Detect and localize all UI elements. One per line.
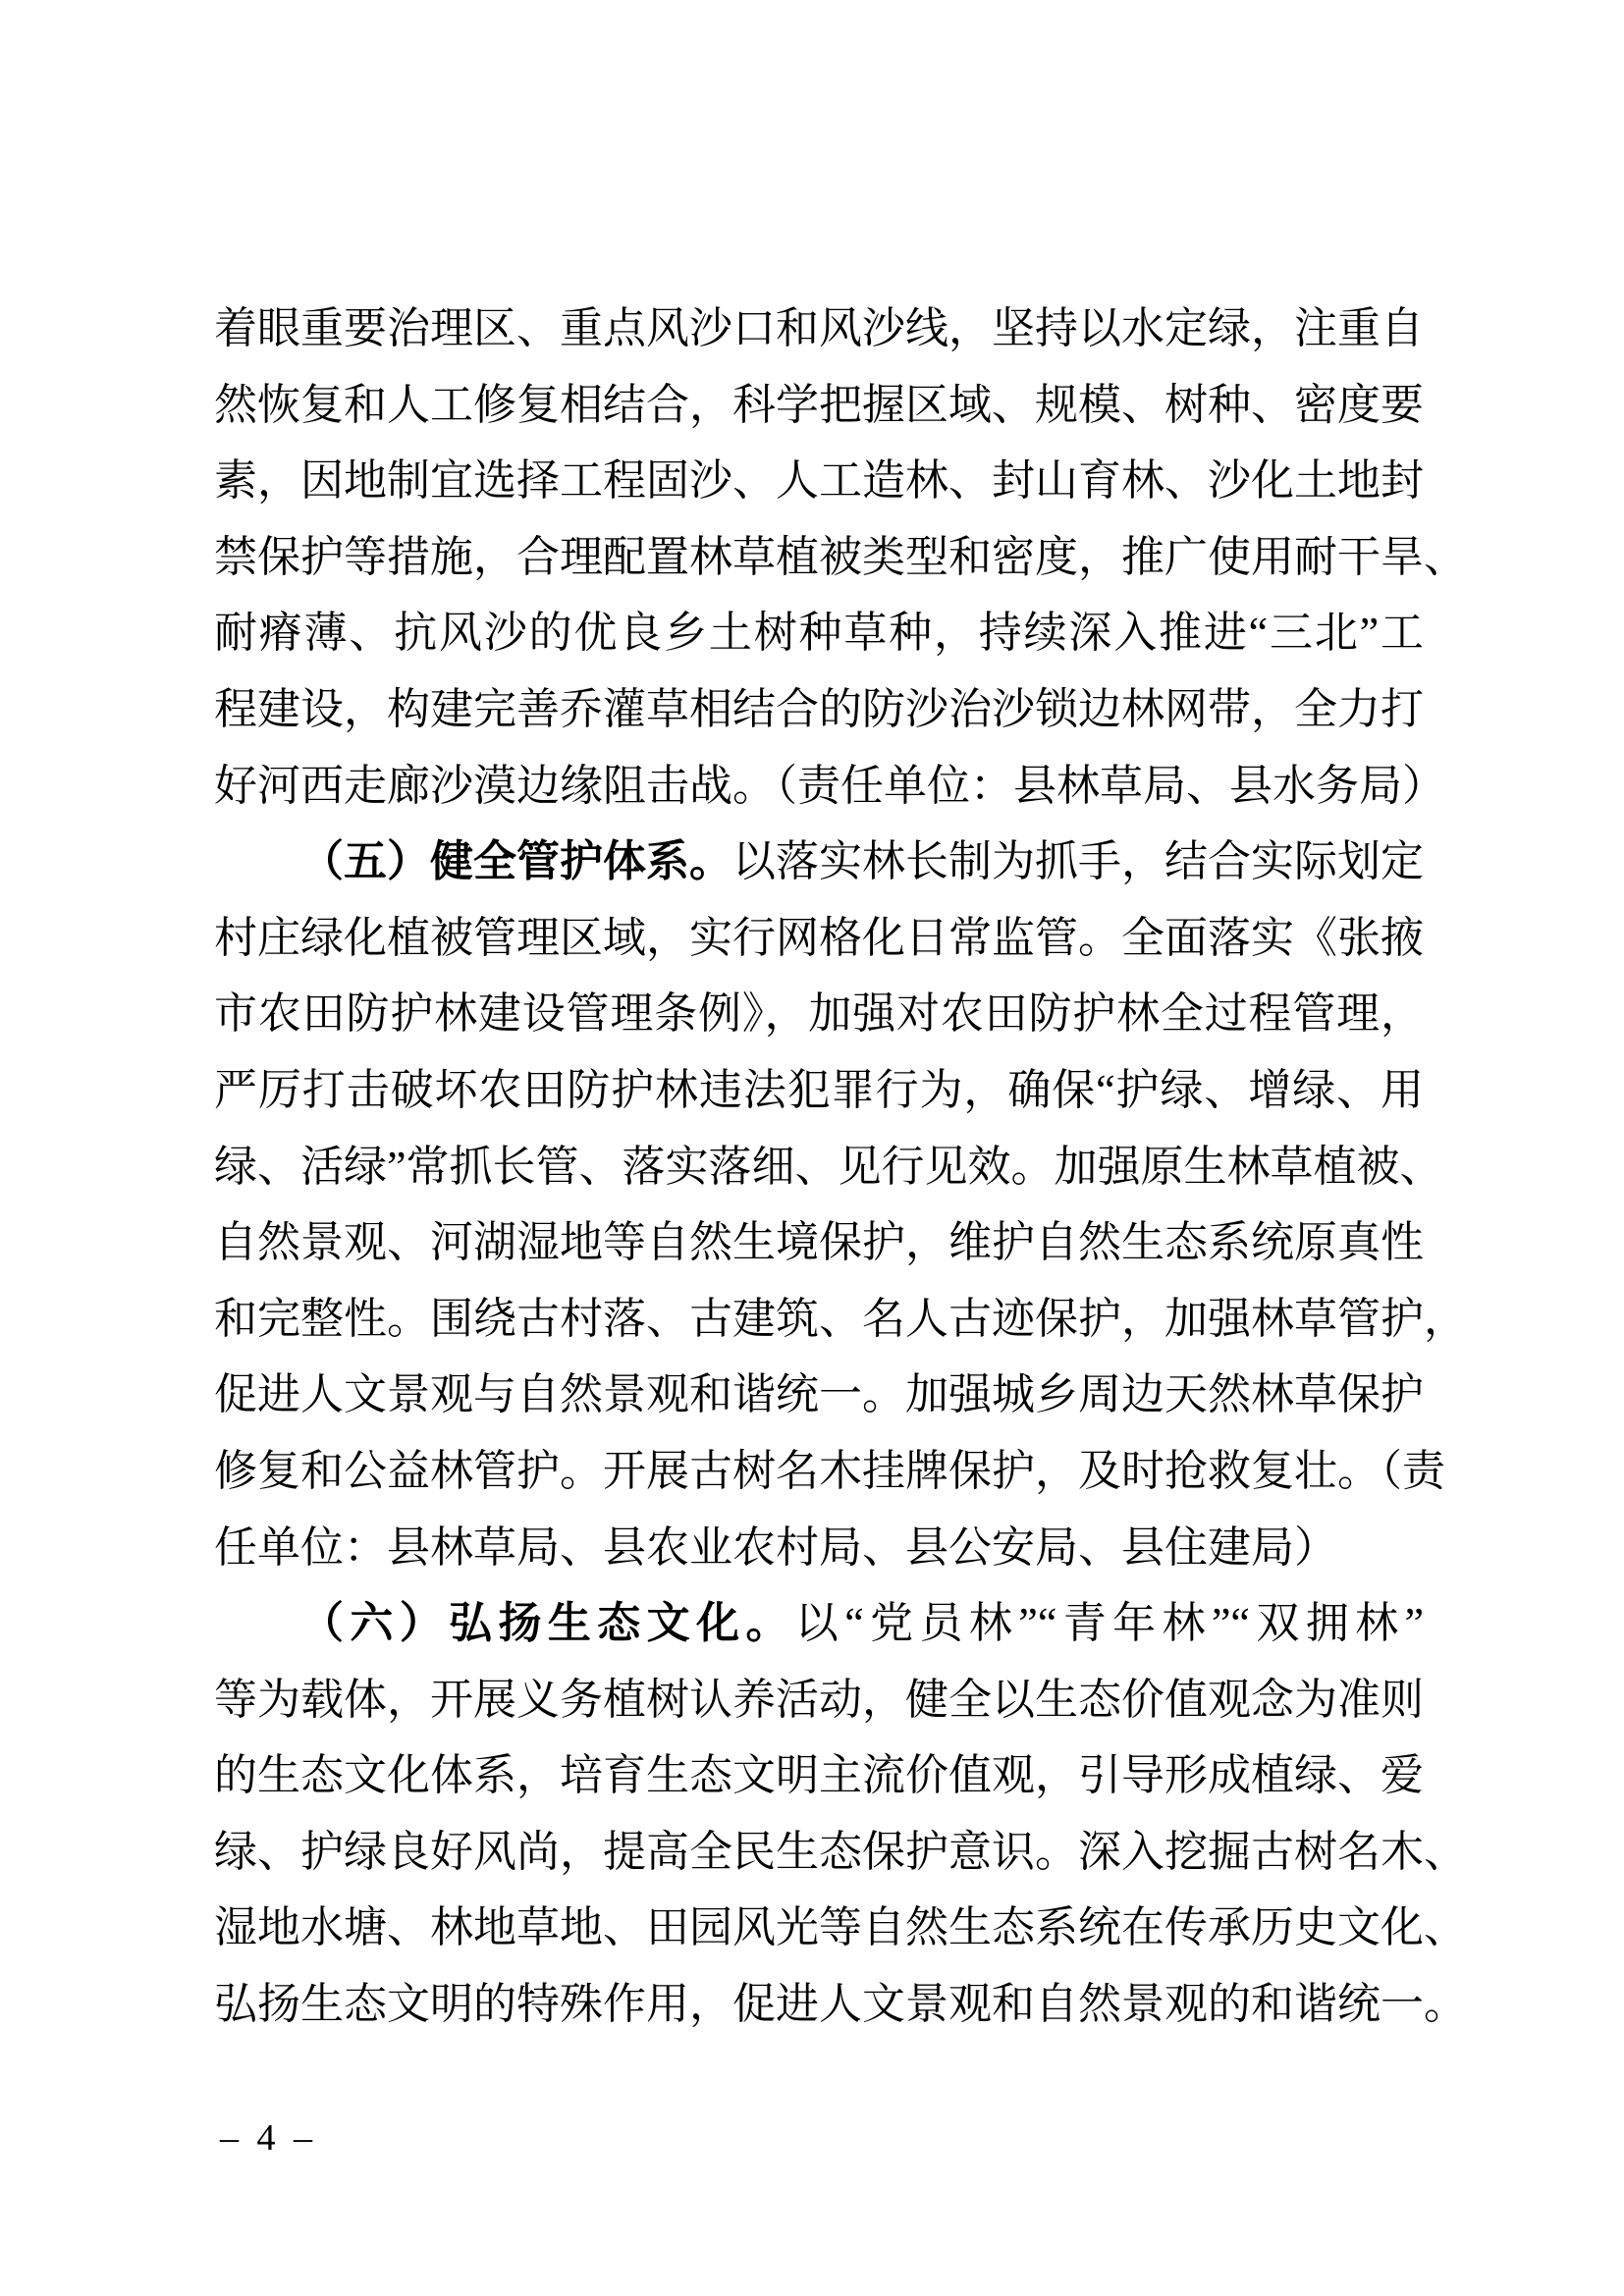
text-line <box>214 1433 1445 1510</box>
line-text: 耐瘠薄、抗风沙的优良乡土树种草种，持续深入推进“三北”工 <box>214 609 1424 658</box>
text-line <box>214 824 1424 900</box>
text-line <box>214 1662 1424 1738</box>
line-text: 和完整性。围绕古村落、古建筑、名人古迹保护，加强林草管护， <box>214 1294 1467 1343</box>
text-line <box>214 748 1445 825</box>
line-text: 以落实林长制为抓手，结合实际划定 <box>732 837 1424 886</box>
line-text: 程建设，构建完善乔灌草相结合的防沙治沙锁边林网带，全力打 <box>214 684 1424 733</box>
line-text: 绿、护绿良好风尚，提高全民生态保护意识。深入挖掘古树名木、 <box>214 1827 1467 1876</box>
page-number: – 4 – <box>220 2117 312 2159</box>
line-text: 着眼重要治理区、重点风沙口和风沙线，坚持以水定绿，注重自 <box>214 304 1424 352</box>
text-line <box>214 1129 1443 1205</box>
page-footer <box>202 2116 330 2160</box>
text-line <box>214 671 1424 748</box>
document-body <box>214 291 1467 2043</box>
text-line <box>214 443 1424 519</box>
text-line <box>214 1357 1424 1433</box>
line-text: 促进人文景观与自然景观和谐统一。加强城乡周边天然林草保护 <box>214 1370 1424 1419</box>
line-text: 修复和公益林管护。开展古树名木挂牌保护，及时抢救复壮。（责 <box>214 1446 1445 1495</box>
text-line <box>214 976 1424 1052</box>
line-text: 以“党员林”“青年林”“双拥林” <box>794 1599 1424 1648</box>
line-text: 等为载体，开展义务植树认养活动，健全以生态价值观念为准则 <box>214 1675 1424 1724</box>
line-text: 的生态文化体系，培育生态文明主流价值观，引导形成植绿、爱 <box>214 1751 1424 1800</box>
line-text: 素，因地制宜选择工程固沙、人工造林、封山育林、沙化土地封 <box>214 456 1424 506</box>
text-line <box>214 1585 1424 1662</box>
section-heading-6: （六）弘扬生态文化。 <box>300 1599 795 1648</box>
text-line <box>214 1510 1424 1586</box>
text-line <box>214 595 1424 671</box>
section-heading-5: （五）健全管护体系。 <box>300 837 732 886</box>
text-line <box>214 1281 1467 1358</box>
line-text: 自然景观、河湖湿地等自然生境保护，维护自然生态系统原真性 <box>214 1218 1424 1267</box>
line-text: 村庄绿化植被管理区域，实行网格化日常监管。全面落实《张掖 <box>214 913 1424 962</box>
line-text: 湿地水塘、林地草地、田园风光等自然生态系统在传承历史文化、 <box>214 1903 1467 1952</box>
text-line <box>214 1890 1467 1966</box>
text-line <box>214 1814 1467 1891</box>
line-text: 市农田防护林建设管理条例》，加强对农田防护林全过程管理， <box>214 989 1424 1039</box>
line-text: 弘扬生态文明的特殊作用，促进人文景观和自然景观的和谐统一。 <box>214 1980 1467 2029</box>
text-line <box>214 1737 1424 1814</box>
text-line <box>214 1204 1424 1281</box>
line-text: 任单位：县林草局、县农业农村局、县公安局、县住建局） <box>214 1522 1337 1572</box>
line-text: 绿、活绿”常抓长管、落实落细、见行见效。加强原生林草植被、 <box>214 1142 1443 1191</box>
line-text: 严厉打击破坏农田防护林违法犯罪行为，确保“护绿、增绿、用 <box>214 1065 1424 1114</box>
text-line <box>214 900 1424 977</box>
line-text: 禁保护等措施，合理配置林草植被类型和密度，推广使用耐干旱、 <box>214 532 1467 581</box>
text-line <box>214 367 1424 444</box>
text-line <box>214 291 1424 367</box>
text-line <box>214 519 1467 596</box>
text-line <box>214 1966 1467 2043</box>
text-line <box>214 1052 1424 1129</box>
line-text: 好河西走廊沙漠边缘阻击战。（责任单位：县林草局、县水务局） <box>214 761 1445 810</box>
line-text: 然恢复和人工修复相结合，科学把握区域、规模、树种、密度要 <box>214 380 1424 429</box>
